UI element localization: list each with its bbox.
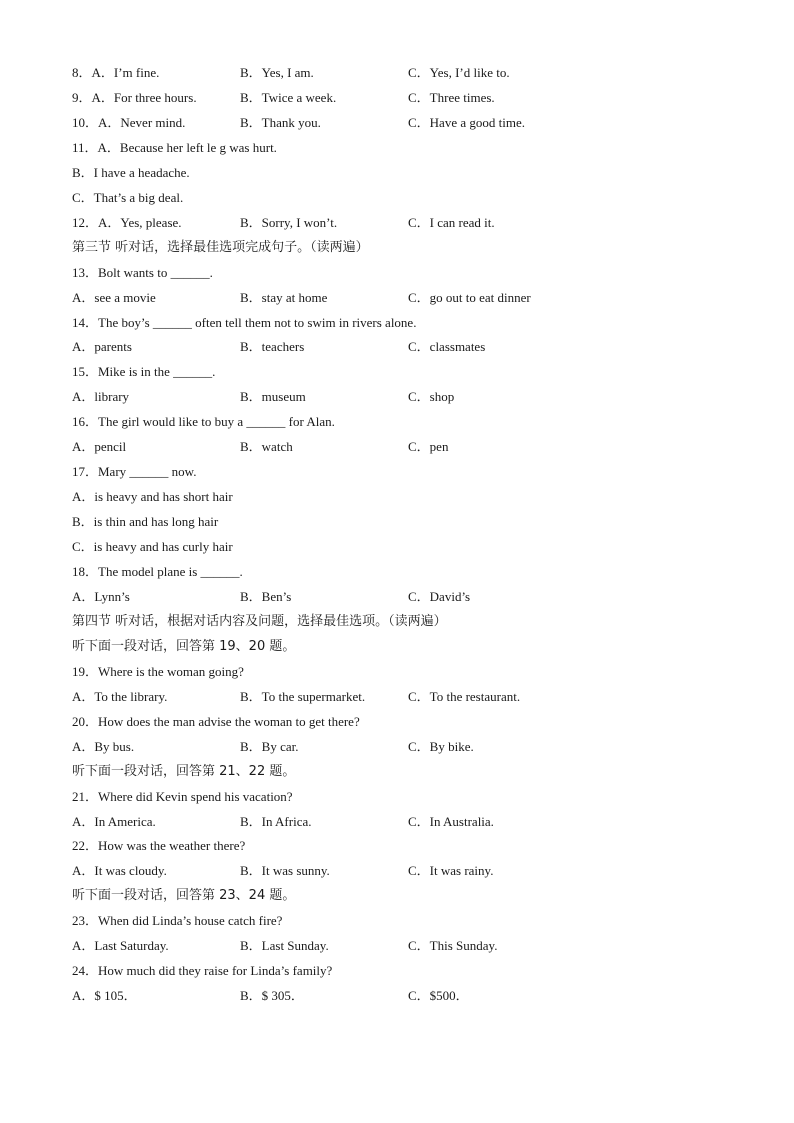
option-a: A．In America.	[72, 813, 156, 829]
question-line: 15．Mike is in the ______.	[72, 364, 216, 380]
option-c: C．I can read it.	[408, 214, 495, 230]
option-c: C．To the restaurant.	[408, 688, 521, 704]
option-b: B．Twice a week.	[240, 90, 337, 105]
question-line: 13．Bolt wants to ______.	[72, 264, 213, 280]
option-b: B．It was sunny.	[240, 863, 330, 879]
question-line: 11．A．Because her left le g was hurt.	[72, 139, 277, 155]
option-a: A．$ 105．	[72, 988, 137, 1004]
option-a: A．To the library.	[72, 688, 168, 704]
question-line: 17．Mary ______ now.	[72, 464, 197, 480]
option-b: B．Sorry, I won’t.	[240, 214, 338, 230]
option-c: C．classmates	[408, 339, 486, 355]
section-heading: 听下面一段对话，回答第 23、24 题。	[72, 888, 296, 904]
question-line: 21．Where did Kevin spend his vacation?	[72, 788, 293, 804]
question-line: 19．Where is the woman going?	[72, 663, 244, 679]
option-a: 8．A．I’m fine.	[72, 65, 160, 80]
question-line: B．I have a headache.	[72, 164, 190, 180]
question-line: C．That’s a big deal.	[72, 189, 184, 205]
option-a: A．Lynn’s	[72, 588, 130, 604]
option-c: C．By bike.	[408, 738, 474, 754]
option-a: A．pencil	[72, 439, 127, 455]
option-c: C．David’s	[408, 588, 471, 604]
section-heading: 第三节 听对话，选择最佳选项完成句子。（读两遍）	[72, 239, 369, 255]
question-line: 23．When did Linda’s house catch fire?	[72, 913, 283, 929]
option-c: C．shop	[408, 389, 455, 405]
option-c: C．$500．	[408, 988, 469, 1004]
option-a: 12．A．Yes, please.	[72, 214, 182, 230]
question-line: 22．How was the weather there?	[72, 838, 246, 854]
option-b: B．By car.	[240, 738, 299, 754]
option-b: B．$ 305．	[240, 988, 304, 1004]
option-a: A．Last Saturday.	[72, 938, 169, 954]
question-line: 16．The girl would like to buy a ______ for Alan.	[72, 414, 335, 430]
option-c: C．pen	[408, 439, 449, 455]
option-b: B．watch	[240, 439, 293, 455]
question-line: 24．How much did they raise for Linda’s family?	[72, 963, 333, 979]
option-a: A．library	[72, 389, 130, 405]
question-line: 18．The model plane is ______.	[72, 564, 243, 579]
option-b: B．teachers	[240, 339, 305, 355]
option-b: B．Thank you.	[240, 114, 321, 130]
option-c: C．Three times.	[408, 90, 495, 105]
option-b: B．Yes, I am.	[240, 65, 314, 80]
option-b: B．In Africa.	[240, 813, 312, 829]
option-a: A．It was cloudy.	[72, 863, 167, 879]
option-c: C．Have a good time.	[408, 114, 525, 130]
section-heading: 第四节 听对话，根据对话内容及问题，选择最佳选项。（读两遍）	[72, 613, 447, 629]
option-a: 9．A．For three hours.	[72, 90, 197, 105]
option-b: B．museum	[240, 389, 306, 405]
option-b: B．Ben’s	[240, 588, 292, 604]
question-line: 14．The boy’s ______ often tell them not to swim in rivers alone.	[72, 314, 417, 330]
section-heading: 听下面一段对话，回答第 21、22 题。	[72, 763, 296, 779]
question-line: C．is heavy and has curly hair	[72, 539, 233, 554]
option-c: C．In Australia.	[408, 813, 494, 829]
option-c: C．This Sunday.	[408, 938, 498, 954]
question-line: B．is thin and has long hair	[72, 514, 219, 530]
question-line: A．is heavy and has short hair	[72, 489, 233, 505]
option-a: A．parents	[72, 339, 132, 355]
option-b: B．Last Sunday.	[240, 938, 329, 954]
option-c: C．Yes, I’d like to.	[408, 65, 510, 80]
option-a: 10．A．Never mind.	[72, 114, 186, 130]
option-c: C．go out to eat dinner	[408, 289, 531, 305]
section-heading: 听下面一段对话，回答第 19、20 题。	[72, 638, 296, 654]
option-c: C．It was rainy.	[408, 863, 494, 879]
option-a: A．By bus.	[72, 738, 135, 754]
option-b: B．stay at home	[240, 289, 328, 305]
option-a: A．see a movie	[72, 289, 156, 305]
question-line: 20．How does the man advise the woman to get there?	[72, 713, 360, 729]
option-b: B．To the supermarket.	[240, 688, 366, 704]
